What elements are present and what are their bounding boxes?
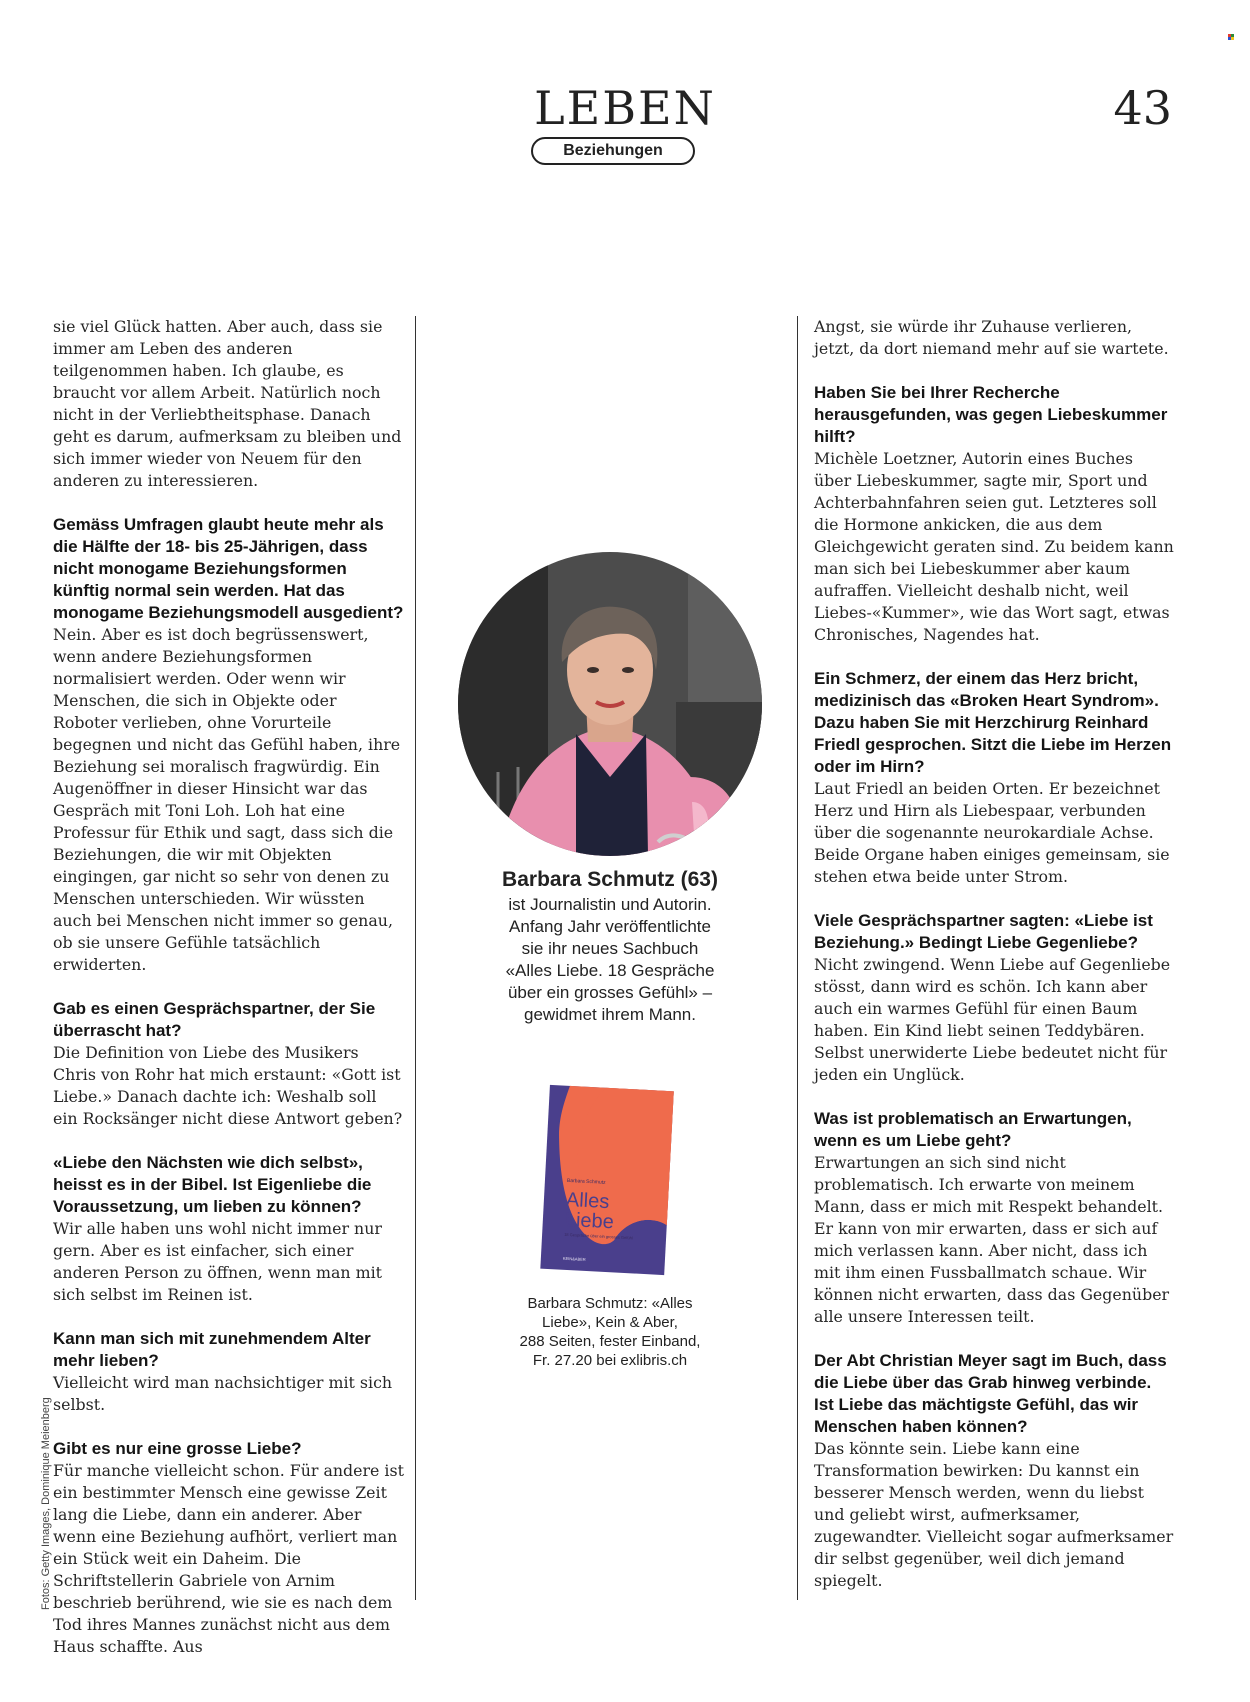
author-bio [470, 866, 750, 1026]
answer-text: Michèle Loetzner, Autorin eines Buches über Liebeskummer, sagte mir, Sport und Achterbahnfahren seien gut. Letzteres soll die Hormone ankicken, die aus dem Gleichgewicht geraten sind. Zu beidem kann man sich bei Liebeskummer aber kaum aufraffen. Vielleicht deshalb nicht, weil Liebes-«Kummer», wie das Wort sagt, etwas Chronisches, Nagendes hat. [814, 449, 1174, 644]
left-column [53, 316, 405, 1680]
photo-credit: Fotos: Getty Images, Dominique Meienberg [40, 1397, 52, 1610]
answer-text: Die Definition von Liebe des Musikers Chris von Rohr hat mich erstaunt: «Gott ist Liebe.» Danach dachte ich: Weshalb soll ein Rocksänger nicht diese Antwort geben? [53, 1043, 403, 1128]
bio-line: ist Journalistin und Autorin. [508, 895, 712, 914]
caption-line: Barbara Schmutz: «Alles [527, 1295, 693, 1312]
question-heading: Haben Sie bei Ihrer Recherche herausgefunden, was gegen Liebeskummer hilft? [814, 383, 1168, 446]
bio-line: über ein grosses Gefühl» – [507, 983, 713, 1002]
rubric-label: Beziehungen [531, 137, 695, 165]
caption-line: Fr. 27.20 bei exlibris.ch [532, 1352, 688, 1369]
answer-text: Für manche vielleicht schon. Für andere ist ein bestimmter Mensch eine gewisse Zeit lang die Liebe, dann ein anderer. Aber wenn eine Beziehung aufhört, verliert man ein Stück weit ein Daheim. Die Schriftstellerin Gabriele von Arnim beschrieb berührend, wie sie es nach dem Tod ihres Mannes zunächst nicht aus dem Haus schaffte. Aus [53, 1461, 404, 1656]
book-cover [539, 1082, 677, 1280]
question-heading: Gab es einen Gesprächspartner, der Sie überrascht hat? [53, 999, 376, 1040]
caption-line: Liebe», Kein & Aber, [542, 1314, 678, 1331]
color-registration-mark [1228, 34, 1234, 40]
book-caption [500, 1294, 720, 1370]
book-author: Barbara Schmutz [566, 1177, 606, 1186]
answer-text: Nein. Aber es ist doch begrüssenswert, wenn andere Beziehungsformen normalisiert werden. Oder wenn wir Menschen, die sich in Objekte oder Roboter verlieben, ohne Vorurteile begegnen und nicht das Gefühl haben, ihre Beziehung sei moralisch fragwürdig. Ein Augenöffner in dieser Hinsicht war das Gespräch mit Toni Loh. Loh hat eine Professur für Ethik und sagt, dass sich die Beziehungen, die wir mit Objekten eingingen, gar nicht so sehr von denen zu Menschen unterschieden. Wir wüssten auch bei Menschen nicht immer so genau, ob sie unsere Gefühle tatsächlich erwiderten. [53, 625, 401, 974]
right-column [814, 316, 1174, 1614]
book-title-1: Alles [565, 1188, 610, 1214]
column-rule-left [415, 316, 416, 1600]
question-heading: Gibt es nur eine grosse Liebe? [53, 1439, 302, 1458]
bio-line: «Alles Liebe. 18 Gespräche [505, 961, 715, 980]
author-name: Barbara Schmutz (63) [502, 868, 718, 891]
question-heading: Was ist problematisch an Erwartungen, wenn es um Liebe geht? [814, 1109, 1132, 1150]
question-heading: Viele Gesprächspartner sagten: «Liebe ist Beziehung.» Bedingt Liebe Gegenliebe? [814, 911, 1153, 952]
answer-text: sie viel Glück hatten. Aber auch, dass sie immer am Leben des anderen teilgenommen haben. Ich glaube, es braucht vor allem Arbeit. Natürlich noch nicht in der Verliebtheitsphase. Danach geht es darum, aufmerksam zu bleiben und sich immer wieder von Neuem für den anderen zu interessieren. [53, 317, 402, 490]
book-title-2: Liebe [564, 1208, 615, 1234]
question-heading: Kann man sich mit zunehmendem Alter mehr lieben? [53, 1329, 371, 1370]
book-subtitle: 18 Gespräche über ein grosses Gefühl [564, 1231, 633, 1241]
book-publisher: KEIN&ABER [562, 1255, 586, 1262]
page-number: 43 [1113, 81, 1172, 135]
question-heading: Gemäss Umfragen glaubt heute mehr als die Hälfte der 18- bis 25-Jährigen, dass nicht monogame Beziehungsformen künftig normal sein werden. Hat das monogame Beziehungsmodell ausgedient? [53, 515, 404, 622]
bio-line: Anfang Jahr veröffentlichte [509, 917, 711, 936]
caption-line: 288 Seiten, fester Einband, [519, 1333, 701, 1350]
answer-text: Angst, sie würde ihr Zuhause verlieren, jetzt, da dort niemand mehr auf sie wartete. [814, 317, 1169, 358]
author-portrait [458, 552, 762, 856]
answer-text: Vielleicht wird man nachsichtiger mit sich selbst. [53, 1373, 393, 1414]
question-heading: «Liebe den Nächsten wie dich selbst», heisst es in der Bibel. Ist Eigenliebe die Voraussetzung, um lieben zu können? [53, 1153, 372, 1216]
answer-text: Laut Friedl an beiden Orten. Er bezeichnet Herz und Hirn als Liebespaar, verbunden über die sogenannte neurokardiale Achse. Beide Organe haben einiges gemeinsam, sie stehen etwa beide unter Strom. [814, 779, 1170, 886]
bio-line: gewidmet ihrem Mann. [524, 1005, 696, 1024]
answer-text: Erwartungen an sich sind nicht problematisch. Ich erwarte von meinem Mann, dass er mich mit Respekt behandelt. Er kann von mir erwarten, dass er sich auf mich verlassen kann. Aber nicht, dass ich mit ihm einen Fussballmatch schaue. Wir können nicht erwarten, dass das Gegenüber alle unsere Interessen teilt. [814, 1153, 1170, 1326]
answer-text: Das könnte sein. Liebe kann eine Transformation bewirken: Du kannst ein besserer Mensch werden, wenn du liebst und geliebt wirst, aufmerksamer, zugewandter. Vielleicht sogar aufmerksamer dir selbst gegenüber, weil dich jemand spiegelt. [814, 1439, 1174, 1590]
answer-text: Nicht zwingend. Wenn Liebe auf Gegenliebe stösst, dann wird es schön. Ich kann aber auch ein warmes Gefühl für einen Baum haben. Ein Kind liebt seinen Teddybären. Selbst unerwiderte Liebe bedeutet nicht für jeden ein Unglück. [814, 955, 1171, 1084]
column-rule-right [797, 316, 798, 1600]
answer-text: Wir alle haben uns wohl nicht immer nur gern. Aber es ist einfacher, sich einer anderen Person zu öffnen, wenn man mit sich selbst im Reinen ist. [53, 1219, 382, 1304]
question-heading: Ein Schmerz, der einem das Herz bricht, medizinisch das «Broken Heart Syndrom». Dazu haben Sie mit Herzchirurg Reinhard Friedl gesprochen. Sitzt die Liebe im Herzen oder im Hirn? [814, 669, 1172, 776]
bio-line: sie ihr neues Sachbuch [521, 939, 699, 958]
section-title: LEBEN [534, 81, 716, 135]
question-heading: Der Abt Christian Meyer sagt im Buch, dass die Liebe über das Grab hinweg verbinde. Ist Liebe das mächtigste Gefühl, das wir Menschen haben können? [814, 1351, 1167, 1436]
